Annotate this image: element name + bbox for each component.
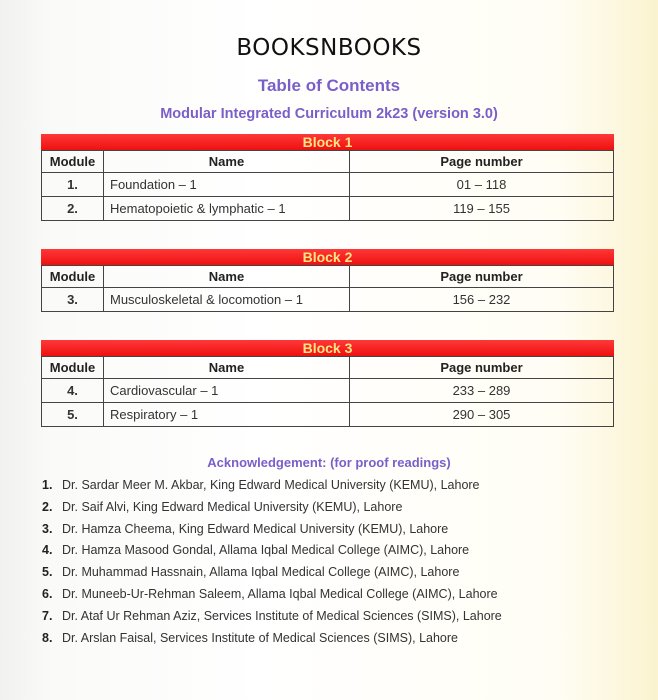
table-row (42, 197, 614, 221)
column-header-name: Name (104, 266, 350, 288)
page-range: 01 – 118 (350, 173, 614, 197)
list-number: 4. (42, 543, 53, 558)
list-text: Dr. Sardar Meer M. Akbar, King Edward Medical University (KEMU), Lahore (62, 478, 480, 492)
list-text: Dr. Saif Alvi, King Edward Medical University (KEMU), Lahore (62, 499, 403, 514)
list-number: 2. (42, 499, 53, 514)
page-range: 290 – 305 (350, 403, 614, 427)
list-item (42, 587, 502, 609)
module-name: Foundation – 1 (104, 173, 350, 197)
list-number: 3. (42, 521, 53, 536)
table-row (42, 379, 614, 403)
module-number: 1. (42, 173, 104, 197)
block-header: Block 3 (41, 340, 614, 356)
page-title: Table of Contents (257, 76, 401, 95)
list-item (42, 522, 502, 544)
block-header: Block 2 (41, 249, 614, 265)
module-number: 4. (42, 379, 104, 403)
page-subtitle: Modular Integrated Curriculum 2k23 (version 3.0) (160, 106, 498, 122)
list-number: 1. (42, 478, 53, 492)
list-text: Dr. Hamza Masood Gondal, Allama Iqbal Medical College (AIMC), Lahore (62, 543, 470, 558)
table-header-row (42, 266, 614, 288)
module-name: Respiratory – 1 (104, 403, 350, 427)
table-header-row (42, 151, 614, 173)
table-row (42, 173, 614, 197)
module-number: 2. (42, 197, 104, 221)
list-item (42, 478, 502, 500)
list-number: 7. (42, 608, 53, 623)
table-header-row (42, 357, 614, 379)
table-row (42, 403, 614, 427)
list-text: Dr. Arslan Faisal, Services Institute of Medical Sciences (SIMS), Lahore (62, 630, 458, 645)
contents-table (41, 356, 614, 427)
page-range: 156 – 232 (350, 288, 614, 312)
column-header-name: Name (104, 357, 350, 379)
module-name: Musculoskeletal & locomotion – 1 (104, 288, 350, 312)
page-range: 119 – 155 (350, 197, 614, 221)
block-2 (41, 249, 614, 312)
acknowledgement-list (42, 478, 502, 652)
list-item (42, 543, 502, 565)
column-header-page: Page number (350, 151, 614, 173)
block-3 (41, 340, 614, 427)
page-range: 233 – 289 (350, 379, 614, 403)
table-row (42, 288, 614, 312)
column-header-page: Page number (350, 357, 614, 379)
module-name: Hematopoietic & lymphatic – 1 (104, 197, 350, 221)
contents-table (41, 265, 614, 312)
list-number: 5. (42, 565, 53, 580)
module-number: 3. (42, 288, 104, 312)
block-header: Block 1 (41, 134, 614, 150)
list-item (42, 609, 502, 631)
block-1 (41, 134, 614, 221)
column-header-page: Page number (350, 266, 614, 288)
list-text: Dr. Hamza Cheema, King Edward Medical University (KEMU), Lahore (62, 521, 449, 536)
list-number: 8. (42, 630, 53, 645)
list-text: Dr. Muneeb-Ur-Rehman Saleem, Allama Iqbal Medical College (AIMC), Lahore (62, 586, 498, 601)
column-header-module: Module (42, 266, 104, 288)
column-header-module: Module (42, 357, 104, 379)
column-header-module: Module (42, 151, 104, 173)
list-text: Dr. Ataf Ur Rehman Aziz, Services Institute of Medical Sciences (SIMS), Lahore (62, 608, 502, 623)
watermark-text: BOOKSNBOOKS (236, 35, 422, 61)
module-name: Cardiovascular – 1 (104, 379, 350, 403)
list-number: 6. (42, 586, 53, 601)
contents-table (41, 150, 614, 221)
list-text: Dr. Muhammad Hassnain, Allama Iqbal Medical College (AIMC), Lahore (62, 565, 460, 580)
acknowledgement-title: Acknowledgement: (for proof readings) (207, 455, 451, 470)
column-header-name: Name (104, 151, 350, 173)
list-item (42, 500, 502, 522)
module-number: 5. (42, 403, 104, 427)
list-item (42, 565, 502, 587)
list-item (42, 631, 502, 653)
